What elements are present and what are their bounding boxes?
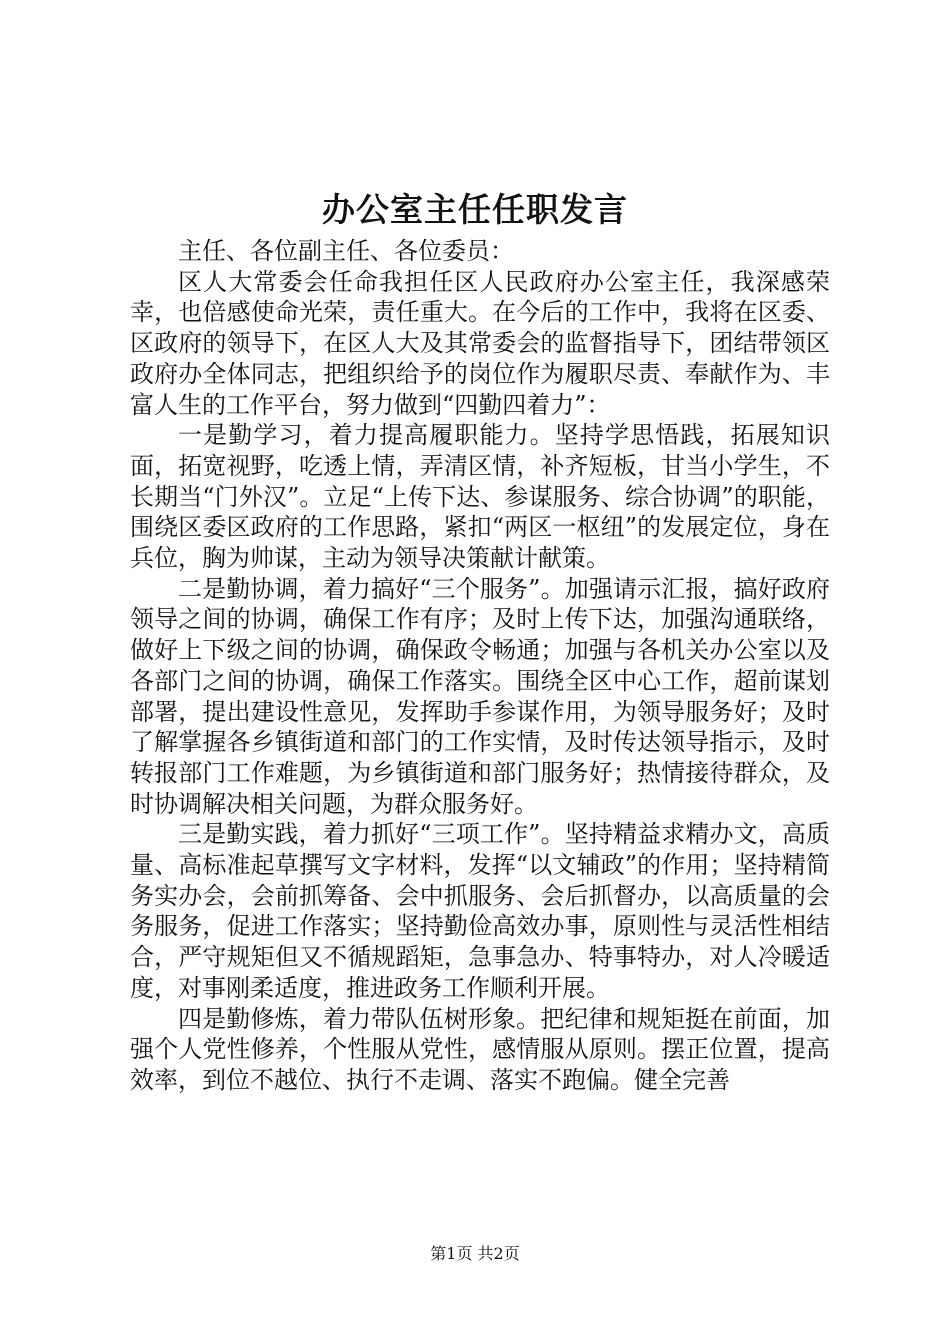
intro-paragraph: 区人大常委会任命我担任区人民政府办公室主任，我深感荣幸，也倍感使命光荣，责任重大。在今后的工作中，我将在区委、区政府的领导下，在区人大及其常委会的监督指导下，团结带领区政府办全体同志，把组织给予的岗位作为履职尽责、奉献作为、丰富人生的工作平台，努力做到“四勤四着力”： bbox=[130, 267, 830, 419]
point-four-paragraph: 四是勤修炼，着力带队伍树形象。把纪律和规矩挺在前面，加强个人党性修养，个性服从党性，感情服从原则。摆正位置，提高效率，到位不越位、执行不走调、落实不跑偏。健全完善 bbox=[130, 1004, 830, 1094]
salutation-paragraph: 主任、各位副主任、各位委员： bbox=[178, 237, 514, 265]
document-body bbox=[130, 236, 830, 1096]
point-one-paragraph: 一是勤学习，着力提高履职能力。坚持学思悟践，拓展知识面，拓宽视野，吃透上情，弄清区情，补齐短板，甘当小学生，不长期当“门外汉”。立足“上传下达、参谋服务、综合协调”的职能，围绕区委区政府的工作思路，紧扣“两区一枢纽”的发展定位，身在兵位，胸为帅谋，主动为领导决策献计献策。 bbox=[130, 421, 830, 573]
point-two-paragraph: 二是勤协调，着力搞好“三个服务”。加强请示汇报，搞好政府领导之间的协调，确保工作有序；及时上传下达，加强沟通联络，做好上下级之间的协调，确保政令畅通；加强与各机关办公室以及各部门之间的协调，确保工作落实。围绕全区中心工作，超前谋划部署，提出建设性意见，发挥助手参谋作用，为领导服务好；及时了解掌握各乡镇街道和部门的工作实情，及时传达领导指示，及时转报部门工作难题，为乡镇街道和部门服务好；热情接待群众，及时协调解决相关问题，为群众服务好。 bbox=[130, 574, 830, 818]
document-title: 办公室主任任职发言 bbox=[322, 190, 628, 229]
point-three-paragraph: 三是勤实践，着力抓好“三项工作”。坚持精益求精办文，高质量、高标准起草撰写文字材料，发挥“以文辅政”的作用；坚持精简务实办会，会前抓筹备、会中抓服务、会后抓督办，以高质量的会务服务，促进工作落实；坚持勤俭高效办事，原则性与灵活性相结合，严守规矩但又不循规蹈矩，急事急办、特事特办，对人冷暖适度，对事刚柔适度，推进政务工作顺利开展。 bbox=[130, 820, 830, 1002]
page-footer: 第1页 共2页 bbox=[430, 1244, 520, 1263]
